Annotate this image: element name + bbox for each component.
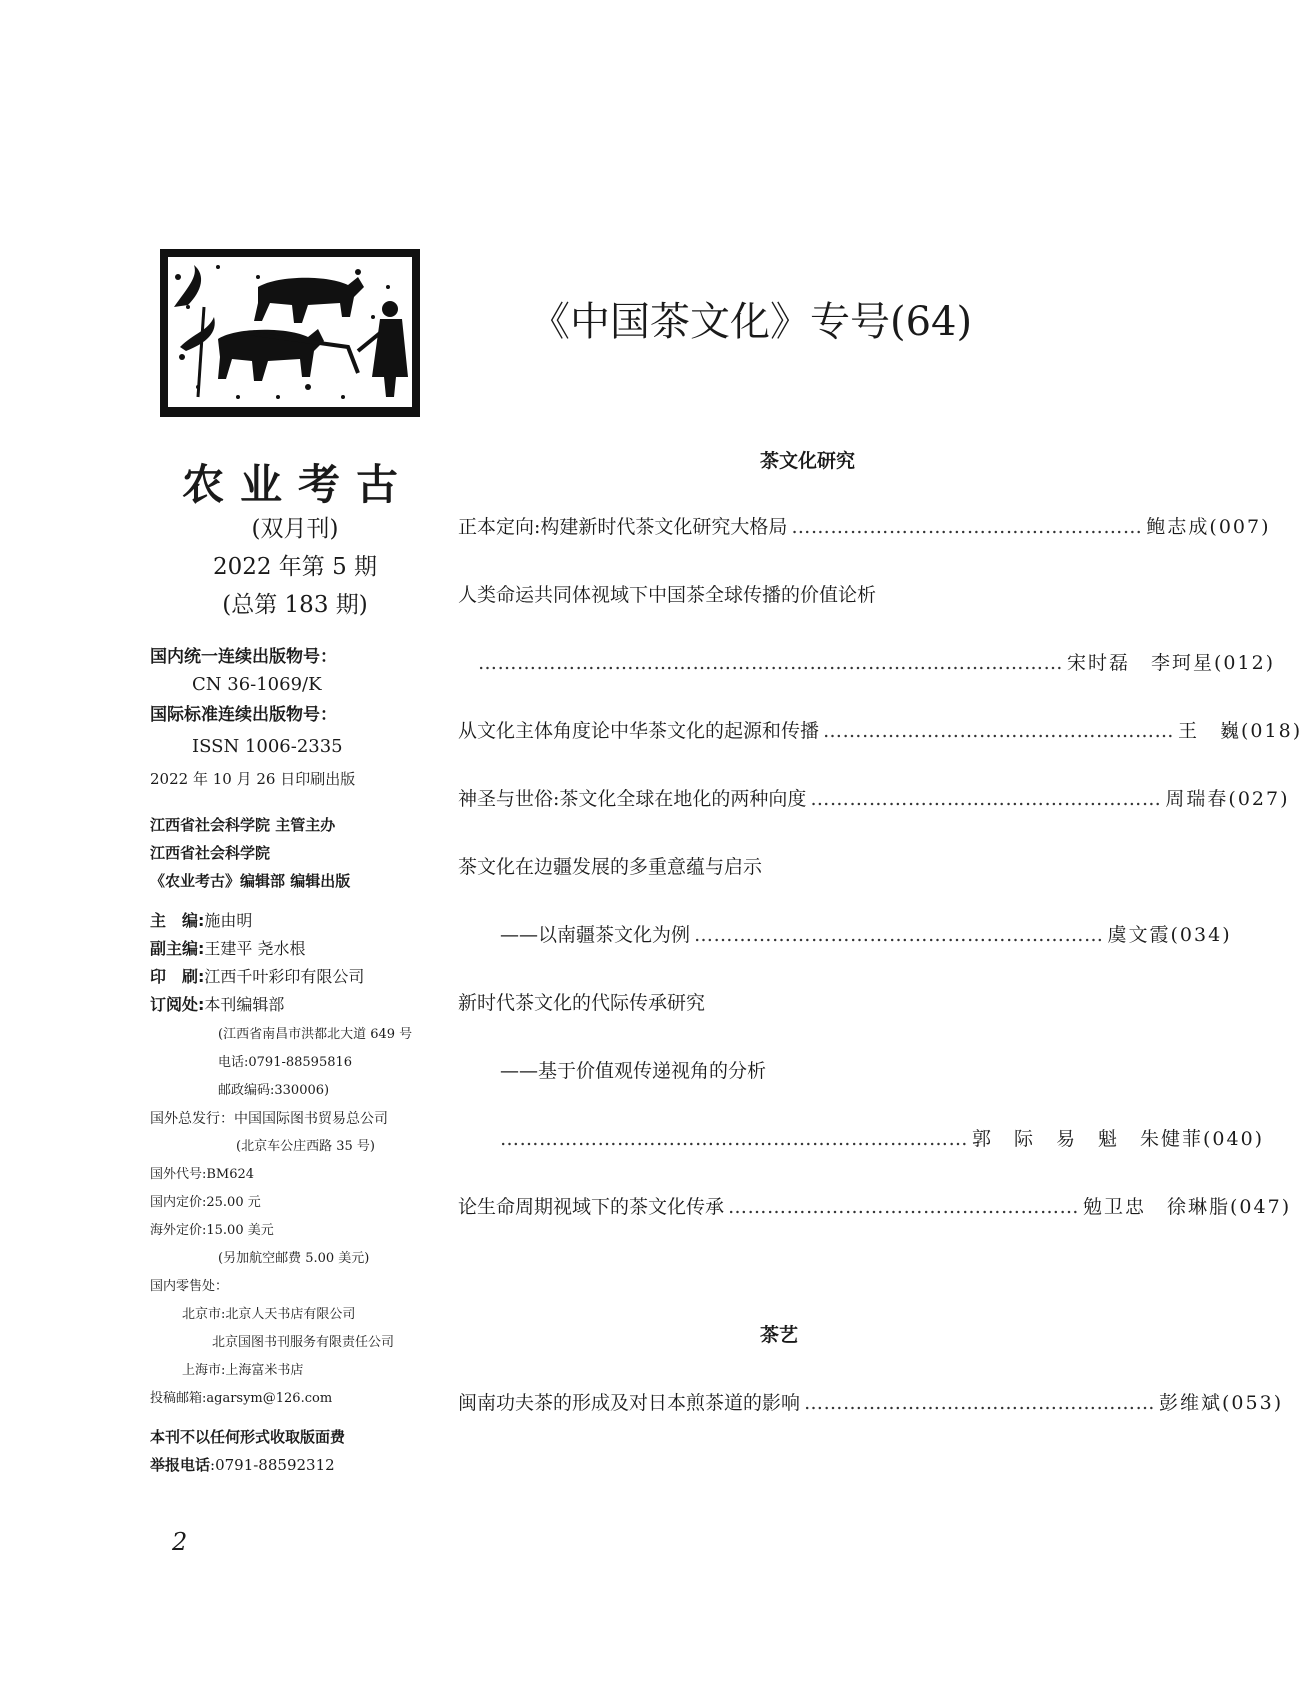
toc-leader: ……………………………………………… [728, 1196, 1080, 1218]
toc-leader: ……………………………………………… [823, 720, 1175, 742]
organizer-line: 江西省社会科学院 主管主办 [150, 816, 336, 834]
overseas-code: 国外代号:BM624 [150, 1167, 255, 1182]
overseas-distributor: 国外总发行：中国国际图书贸易总公司 [150, 1111, 388, 1127]
toc-entry [458, 784, 1290, 811]
cn-value: CN 36-1069/K [192, 674, 322, 695]
toc-author: 鲍志成(007) [1146, 516, 1271, 538]
toc-entry [458, 1192, 1292, 1219]
cn-label: 国内统一连续出版物号： [150, 647, 337, 667]
retail-beijing-1: 北京市:北京人天书店有限公司 [182, 1307, 356, 1322]
journal-total-issue: (总第 183 期) [222, 592, 368, 618]
toc-entry [458, 988, 1058, 1015]
toc-title: 人类命运共同体视域下中国茶全球传播的价值论析 [458, 584, 877, 606]
overseas-price: 海外定价:15.00 美元 [150, 1223, 274, 1238]
subscription-phone: 电话:0791-88595816 [218, 1055, 353, 1070]
toc-leader: ……………………………………………………… [694, 924, 1104, 946]
toc-entry [458, 716, 1302, 743]
editor-value: 施由明 [204, 911, 253, 930]
editor-in-chief [150, 910, 252, 932]
toc-entry [458, 512, 1271, 539]
toc-title: 从文化主体角度论中华茶文化的起源和传播 [458, 720, 820, 742]
retail-beijing-2: 北京国图书刊服务有限责任公司 [212, 1335, 395, 1350]
journal-issue: 2022 年第 5 期 [212, 554, 378, 580]
subscription-postcode: 邮政编码:330006) [218, 1083, 330, 1098]
toc-author: 王 巍(018) [1178, 720, 1302, 742]
retail-label: 国内零售处： [150, 1279, 229, 1294]
toc-entry-subtitle [500, 1056, 1058, 1083]
journal-title: 农业考古 [181, 460, 414, 509]
deputy-editor [150, 938, 306, 960]
print-date: 2022 年 10 月 26 日印刷出版 [150, 770, 356, 788]
toc-entry-subtitle [500, 920, 1232, 947]
journal-frequency: (双月刊) [251, 516, 339, 542]
toc-title: 正本定向:构建新时代茶文化研究大格局 [458, 516, 788, 538]
printer-value: 江西千叶彩印有限公司 [204, 967, 365, 986]
toc-author: 勉卫忠 徐琳脂(047) [1083, 1196, 1292, 1218]
toc-entry [458, 852, 1058, 879]
toc-title: 论生命周期视域下的茶文化传承 [458, 1196, 725, 1218]
journal-logo [158, 247, 422, 419]
toc-title: 神圣与世俗:茶文化全球在地化的两种向度 [458, 788, 807, 810]
toc-leader: ……………………………………………… [791, 516, 1143, 538]
retail-shanghai: 上海市:上海富米书店 [182, 1363, 304, 1378]
toc-entry [458, 580, 1058, 607]
toc-entry-continued [500, 1124, 1265, 1151]
issue-title: 《中国茶文化》专号(64) [530, 299, 973, 345]
printer-label: 印 刷: [150, 967, 205, 986]
no-fee-notice: 本刊不以任何形式收取版面费 [150, 1428, 346, 1446]
issn-value: ISSN 1006-2335 [192, 736, 343, 757]
toc-leader: ……………………………………………… [804, 1392, 1156, 1414]
page-number: 2 [172, 1528, 188, 1556]
toc-leader: ……………………………………………………………………………… [478, 652, 1063, 674]
subscribe-value: 本刊编辑部 [204, 995, 285, 1014]
deputy-label: 副主编: [150, 939, 205, 958]
report-value: :0791-88592312 [210, 1456, 335, 1474]
plowing-oxen-woodcut-icon [158, 247, 422, 419]
subscription [150, 994, 284, 1016]
subscribe-label: 订阅处: [150, 995, 205, 1014]
toc-subtitle: ——以南疆茶文化为例 [500, 924, 691, 946]
airmail-fee: (另加航空邮费 5.00 美元) [218, 1251, 370, 1266]
subscription-address: (江西省南昌市洪都北大道 649 号 [218, 1027, 413, 1042]
report-label: 举报电话 [150, 1456, 211, 1474]
submission-email: 投稿邮箱:agarsym@126.com [150, 1391, 333, 1406]
toc-title: 闽南功夫茶的形成及对日本煎茶道的影响 [458, 1392, 801, 1414]
issn-label: 国际标准连续出版物号： [150, 705, 337, 725]
toc-title: 新时代茶文化的代际传承研究 [458, 992, 706, 1014]
toc-author: 彭维斌(053) [1159, 1392, 1284, 1414]
editor-label: 主 编: [150, 911, 205, 930]
overseas-address: (北京车公庄西路 35 号) [236, 1139, 375, 1154]
domestic-price: 国内定价:25.00 元 [150, 1195, 261, 1210]
toc-entry [458, 1388, 1284, 1415]
printer [150, 966, 364, 988]
toc-author: 郭 际 易 魁 朱健菲(040) [972, 1128, 1265, 1150]
toc-author: 虞文霞(034) [1107, 924, 1232, 946]
deputy-value: 王建平 尧水根 [204, 939, 306, 958]
organizer-line: 江西省社会科学院 [150, 844, 271, 862]
toc-entry-continued [478, 648, 1276, 675]
toc-leader: ……………………………………………… [810, 788, 1162, 810]
organizer-line: 《农业考古》编辑部 编辑出版 [150, 872, 351, 890]
toc-leader: ……………………………………………………………… [500, 1128, 968, 1150]
toc-author: 周瑞春(027) [1165, 788, 1290, 810]
toc-title: 茶文化在边疆发展的多重意蕴与启示 [458, 856, 763, 878]
report-phone [150, 1454, 335, 1476]
toc-author: 宋时磊 李珂星(012) [1067, 652, 1276, 674]
toc-subtitle: ——基于价值观传递视角的分析 [500, 1060, 767, 1082]
